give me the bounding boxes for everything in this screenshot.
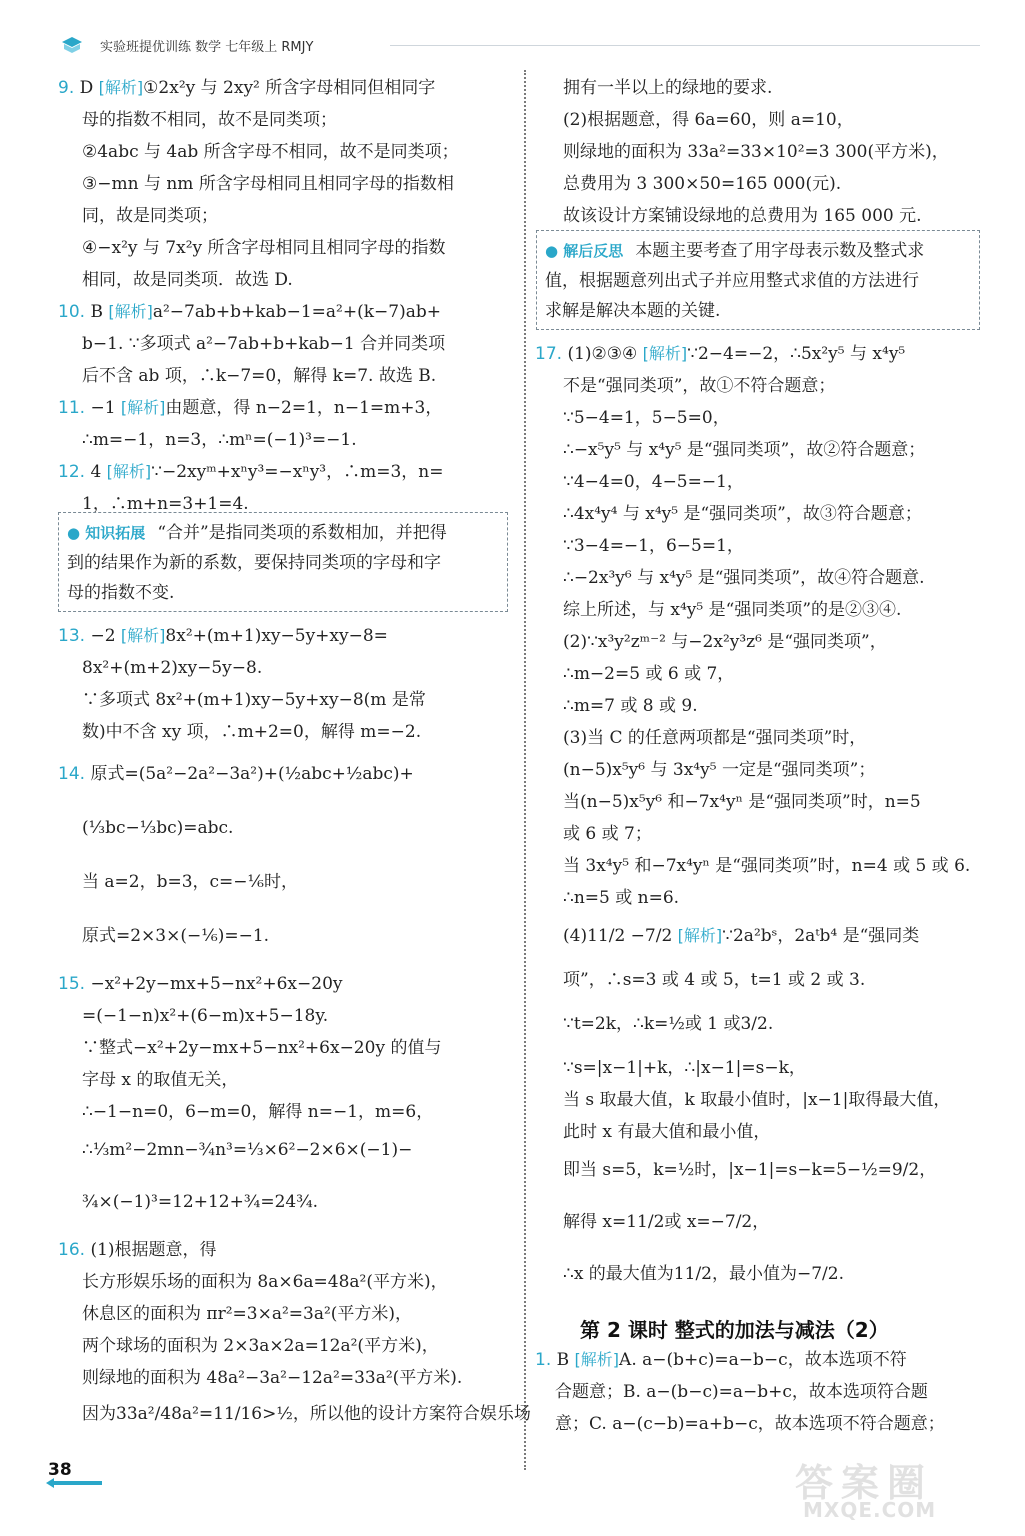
answer-text: ∵2a²bˢ，2aᵗb⁴ 是“强同类: [722, 926, 920, 946]
answer-line: [563, 138, 949, 166]
answer-line: [58, 760, 414, 788]
answer-line: [563, 500, 922, 528]
answer-text: A. a−(b+c)=a−b−c，故本选项不符: [619, 1350, 907, 1370]
answer-text: ③−mn 与 nm 所含字母相同且相同字母的指数相: [82, 174, 454, 194]
box-line: [67, 519, 447, 547]
answer-line: [82, 362, 436, 390]
answer-text: (2)∵x³y²zᵐ⁻² 与−2x²y³z⁶ 是“强同类项”，: [563, 632, 887, 652]
answer-text: ②4abc 与 4ab 所含字母不相同，故不是同类项；: [82, 142, 459, 162]
answer-text: 综上所述，与 x⁴y⁵ 是“强同类项”的是②③④.: [563, 600, 902, 620]
analysis-tag: [解析]: [106, 462, 152, 481]
box-line: [545, 267, 919, 295]
answer-line: [58, 74, 435, 102]
question-number: 16.: [58, 1240, 86, 1260]
answer-line: [58, 394, 442, 422]
answer-text: 不是“强同类项”，故①不符合题意；: [563, 376, 836, 396]
answer-text: 拥有一半以上的绿地的要求.: [563, 78, 773, 98]
answer-text: 即当 s=5，k=½时，|x−1|=s−k=5−½=9/2，: [563, 1160, 937, 1180]
answer-text: ∴m=−1，n=3，∴mⁿ=(−1)³=−1.: [82, 430, 357, 450]
box-line: [545, 297, 720, 325]
answer-line: [563, 660, 734, 688]
answer-text: ∵4−4=0，4−5=−1，: [563, 472, 744, 492]
analysis-tag: [解析]: [642, 344, 688, 363]
answer-line: [563, 884, 679, 912]
answer-text: 则绿地的面积为 48a²−3a²−12a²=33a²(平方米).: [82, 1368, 463, 1388]
answer-line: [563, 468, 744, 496]
question-number: 12.: [58, 462, 86, 482]
answer-line: [82, 330, 445, 358]
answer-line: [563, 596, 901, 624]
answer-text: 意；C. a−(c−b)=a+b−c，故本选项不符合题意；: [555, 1414, 945, 1434]
box-line: [67, 549, 441, 577]
answer-text: 当 3x⁴y⁵ 和−7x⁴yⁿ 是“强同类项”时，n=4 或 5 或 6.: [563, 856, 971, 876]
answer-text: ∴m=7 或 8 或 9.: [563, 696, 698, 716]
answer-line: [563, 74, 772, 102]
answer-text: 此时 x 有最大值和最小值，: [563, 1122, 771, 1142]
answer-line: [82, 1136, 412, 1164]
answer-line: [563, 202, 922, 230]
answer-text: (1)根据题意，得: [85, 1240, 217, 1260]
book-logo-icon: [60, 34, 84, 54]
answer-line: [82, 868, 298, 896]
answer-line: [563, 966, 865, 994]
answer-line: [82, 922, 269, 950]
answer-line: [82, 1188, 318, 1216]
answer-text: ∴x 的最大值为11/2，最小值为−7/2.: [563, 1264, 844, 1284]
answer-line: [82, 1300, 412, 1328]
box-line: [67, 579, 174, 607]
answer-line: [82, 202, 218, 230]
analysis-tag: [解析]: [120, 626, 166, 645]
answer-line: [82, 170, 454, 198]
answer-line: [555, 1410, 945, 1438]
box-text: 母的指数不变.: [67, 583, 175, 603]
answer-line: [58, 622, 388, 650]
question-number: 17.: [535, 344, 563, 364]
answer-text: (2)根据题意，得 6a=60，则 a=10，: [563, 110, 854, 130]
answer-text: 合题意；B. a−(b−c)=a−b+c，故本选项符合题: [555, 1382, 928, 1402]
answer-line: [563, 1054, 806, 1082]
watermark-title: 答案圈: [795, 1461, 934, 1505]
question-number: 9.: [58, 78, 75, 98]
answer-line: [82, 1364, 462, 1392]
answer-line: [563, 564, 925, 592]
answer-line: [563, 1260, 844, 1288]
answer-text: 原式=(5a²−2a²−3a²)+(½abc+½abc)+: [85, 764, 414, 784]
question-number: 13.: [58, 626, 86, 646]
answer-line: [563, 1156, 936, 1184]
answer-line: [563, 756, 875, 784]
answer-line: [82, 138, 459, 166]
answer-text: ∵−2xyᵐ+xⁿy³=−xⁿy³，∴m=3，n=: [151, 462, 444, 482]
box-label: ● 解后反思: [545, 242, 624, 260]
answer-line: [563, 436, 925, 464]
answer-text: 4: [85, 462, 107, 482]
answer-text: 后不含 ab 项，∴k−7=0，解得 k=7. 故选 B.: [82, 366, 437, 386]
answer-line: [563, 820, 652, 848]
answer-text: 母的指数不相同，故不是同类项；: [82, 110, 337, 130]
answer-line: [535, 340, 905, 368]
question-number: 14.: [58, 764, 86, 784]
column-divider: [524, 70, 526, 1470]
box-text: 求解是解决本题的关键.: [545, 301, 721, 321]
answer-line: [82, 654, 262, 682]
answer-text: B: [85, 302, 109, 322]
answer-line: [563, 628, 887, 656]
answer-line: [82, 426, 357, 454]
reflection-box: [536, 230, 980, 330]
answer-text: ∵2−4=−2，∴5x²y⁵ 与 x⁴y⁵: [687, 344, 906, 364]
answer-text: (n−5)x⁵y⁶ 与 3x⁴y⁵ 一定是“强同类项”；: [563, 760, 876, 780]
box-text: 本题主要考查了用字母表示数及整式求: [635, 241, 925, 261]
box-label: ● 知识拓展: [67, 524, 146, 542]
answer-line: [82, 1400, 531, 1428]
watermark-url: MXQE.COM: [803, 1498, 937, 1522]
answer-text: ∵多项式 8x²+(m+1)xy−5y+xy−8(m 是常: [82, 690, 426, 710]
box-text: “合并”是指同类项的系数相加，并把得: [157, 523, 447, 543]
answer-text: 长方形娱乐场的面积为 8a×6a=48a²(平方米)，: [82, 1272, 448, 1292]
answer-line: [563, 724, 866, 752]
box-line: [545, 237, 924, 265]
answer-text: 原式=2×3×(−⅙)=−1.: [82, 926, 270, 946]
answer-text: ∴4x⁴y⁴ 与 x⁴y⁵ 是“强同类项”，故③符合题意；: [563, 504, 922, 524]
watermark: [785, 1452, 985, 1528]
answer-text: (⅓bc−⅓bc)=abc.: [82, 818, 234, 838]
answer-line: [563, 170, 841, 198]
answer-text: 两个球场的面积为 2×3a×2a=12a²(平方米)，: [82, 1336, 439, 1356]
answer-text: ∵5−4=1，5−5=0，: [563, 408, 730, 428]
answer-text: ∴⅓m²−2mn−¾n³=⅓×6²−2×6×(−1)−: [82, 1140, 413, 1160]
answer-text: ∵整式−x²+2y−mx+5−nx²+6x−20y 的值与: [82, 1038, 442, 1058]
answer-text: ∵3−4=−1，6−5=1，: [563, 536, 744, 556]
answer-text: 则绿地的面积为 33a²=33×10²=3 300(平方米)，: [563, 142, 949, 162]
knowledge-extension-box: [58, 512, 508, 612]
page-header: [60, 30, 980, 60]
answer-line: [563, 404, 730, 432]
answer-line: [82, 1066, 238, 1094]
answer-text: ∴n=5 或 n=6.: [563, 888, 680, 908]
analysis-tag: [解析]: [120, 398, 166, 417]
answer-text: 8x²+(m+2)xy−5y−8.: [82, 658, 263, 678]
answer-text: 当(n−5)x⁵y⁶ 和−7x⁴yⁿ 是“强同类项”时，n=5: [563, 792, 921, 812]
question-number: 11.: [58, 398, 86, 418]
answer-text: 休息区的面积为 πr²=3×a²=3a²(平方米)，: [82, 1304, 413, 1324]
answer-line: [58, 970, 343, 998]
analysis-tag: [解析]: [574, 1350, 620, 1369]
answer-text: 项”，∴s=3 或 4 或 5，t=1 或 2 或 3.: [563, 970, 866, 990]
answer-line: [82, 814, 233, 842]
box-text: 值，根据题意列出式子并应用整式求值的方法进行: [545, 271, 919, 291]
answer-text: −x²+2y−mx+5−nx²+6x−20y: [85, 974, 343, 994]
answer-text: 相同，故是同类项．故选 D.: [82, 270, 293, 290]
answer-text: D: [74, 78, 99, 98]
answer-text: −1: [85, 398, 121, 418]
box-text: 到的结果作为新的系数，要保持同类项的字母和字: [67, 553, 441, 573]
answer-line: [563, 788, 921, 816]
question-number: 15.: [58, 974, 86, 994]
answer-text: (4)11/2 −7/2: [563, 926, 678, 946]
section-title: 第 2 课时 整式的加法与减法（2）: [580, 1318, 889, 1342]
answer-line: [82, 1098, 433, 1126]
answer-text: (3)当 C 的任意两项都是“强同类项”时，: [563, 728, 867, 748]
answer-line: [563, 106, 854, 134]
answer-text: B: [551, 1350, 575, 1370]
answer-line: [563, 852, 970, 880]
answer-text: ¾×(−1)³=12+12+¾=24¾.: [82, 1192, 319, 1212]
answer-text: 数)中不含 xy 项，∴m+2=0，解得 m=−2.: [82, 722, 422, 742]
answer-line: [82, 234, 446, 262]
answer-text: b−1. ∵多项式 a²−7ab+b+kab−1 合并同类项: [82, 334, 446, 354]
question-number: 10.: [58, 302, 86, 322]
answer-text: 因为33a²/48a²=11/16>½，所以他的设计方案符合娱乐场: [82, 1404, 531, 1424]
answer-text: 8x²+(m+1)xy−5y+xy−8=: [165, 626, 388, 646]
answer-text: −2: [85, 626, 121, 646]
answer-line: [563, 1118, 770, 1146]
answer-line: [82, 718, 421, 746]
answer-line: [563, 922, 919, 950]
answer-text: ①2x²y 与 2xy² 所含字母相同但相同字: [143, 78, 436, 98]
answer-line: [82, 1332, 439, 1360]
answer-line: [58, 458, 444, 486]
answer-text: 由题意，得 n−2=1，n−1=m+3，: [165, 398, 443, 418]
answer-line: [563, 1208, 769, 1236]
answer-text: 当 a=2，b=3，c=−⅙时，: [82, 872, 299, 892]
answer-text: =(−1−n)x²+(6−m)x+5−18y.: [82, 1006, 329, 1026]
answer-text: 1，∴m+n=3+1=4.: [82, 494, 249, 514]
answer-text: 字母 x 的取值无关，: [82, 1070, 239, 1090]
answer-text: 故该设计方案铺设绿地的总费用为 165 000 元.: [563, 206, 922, 226]
answer-line: [555, 1378, 928, 1406]
answer-text: 当 s 取最大值，k 取最小值时，|x−1|取得最大值，: [563, 1090, 951, 1110]
answer-text: ∵t=2k，∴k=½或 1 或3/2.: [563, 1014, 774, 1034]
answer-text: ∴m−2=5 或 6 或 7，: [563, 664, 735, 684]
answer-line: [58, 298, 441, 326]
answer-text: 同，故是同类项；: [82, 206, 218, 226]
answer-line: [563, 1086, 950, 1114]
answer-line: [563, 532, 744, 560]
answer-line: [563, 692, 698, 720]
answer-line: [82, 266, 293, 294]
answer-text: ∵s=|x−1|+k，∴|x−1|=s−k，: [563, 1058, 806, 1078]
page-arrow-icon: [46, 1478, 102, 1488]
analysis-tag: [解析]: [108, 302, 153, 321]
book-title: 实验班提优训练 数学 七年级上 RMJY: [100, 40, 314, 55]
answer-text: ∴−x⁵y⁵ 与 x⁴y⁵ 是“强同类项”，故②符合题意；: [563, 440, 926, 460]
analysis-tag: [解析]: [98, 78, 144, 97]
question-number: 1.: [535, 1350, 552, 1370]
answer-line: [82, 1268, 448, 1296]
answer-line: [82, 1002, 328, 1030]
answer-text: 或 6 或 7；: [563, 824, 652, 844]
header-rule: [390, 45, 980, 46]
answer-text: ∴−2x³y⁶ 与 x⁴y⁵ 是“强同类项”，故④符合题意.: [563, 568, 925, 588]
answer-line: [82, 106, 337, 134]
answer-text: 解得 x=11/2或 x=−7/2，: [563, 1212, 770, 1232]
answer-text: (1)②③④: [562, 344, 643, 364]
answer-line: [58, 1236, 217, 1264]
answer-text: ④−x²y 与 7x²y 所含字母相同且相同字母的指数: [82, 238, 446, 258]
page-number: 38: [48, 1460, 72, 1480]
answer-line: [82, 1034, 441, 1062]
answer-line: [563, 372, 835, 400]
answer-line: [82, 686, 426, 714]
answer-text: a²−7ab+b+kab−1=a²+(k−7)ab+: [152, 302, 441, 322]
answer-line: [563, 1010, 773, 1038]
answer-text: 总费用为 3 300×50=165 000(元).: [563, 174, 842, 194]
answer-text: ∴−1−n=0，6−m=0，解得 n=−1，m=6，: [82, 1102, 434, 1122]
answer-line: [535, 1346, 907, 1374]
analysis-tag: [解析]: [677, 926, 723, 945]
